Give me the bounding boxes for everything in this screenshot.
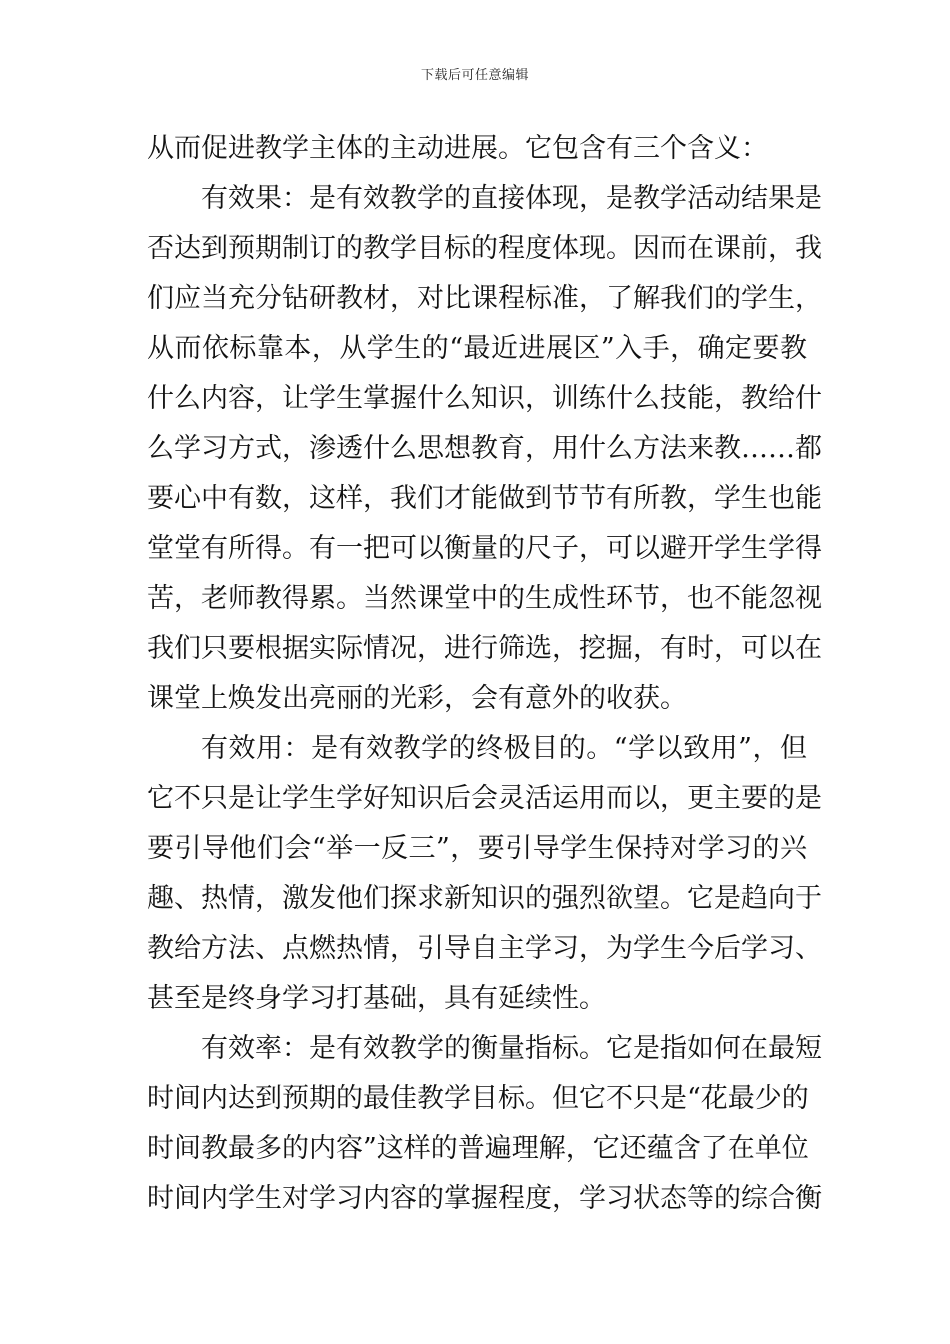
page-header: 下载后可任意编辑 [420,68,529,83]
text-line: 有效用：是有效教学的终极目的。“学以致用”，但 [201,733,807,764]
text-line: 苦，老师教得累。当然课堂中的生成性环节，也不能忽视 [147,583,822,614]
text-line: 们应当充分钻研教材，对比课程标准，了解我们的学生， [147,283,822,314]
text-line: 甚至是终身学习打基础，具有延续性。 [147,983,606,1014]
text-line: 有效率：是有效教学的衡量指标。它是指如何在最短 [201,1033,822,1064]
text-line: 它不只是让学生学好知识后会灵活运用而以，更主要的是 [147,783,822,814]
text-line: 时间内学生对学习内容的掌握程度，学习状态等的综合衡 [147,1183,822,1214]
text-line: 教给方法、点燃热情，引导自主学习，为学生今后学习、 [147,933,822,964]
text-line: 时间教最多的内容”这样的普遍理解，它还蕴含了在单位 [147,1133,809,1164]
text-line: 要心中有数，这样，我们才能做到节节有所教，学生也能 [147,483,822,514]
text-line: 从而依标靠本，从学生的“最近进展区”入手，确定要教 [147,333,807,364]
text-line: 从而促进教学主体的主动进展。它包含有三个含义： [147,133,768,164]
text-line: 堂堂有所得。有一把可以衡量的尺子，可以避开学生学得 [147,533,822,564]
document-body [147,124,822,1224]
text-line: 我们只要根据实际情况，进行筛选，挖掘，有时，可以在 [147,633,822,664]
text-line: 要引导他们会“举一反三”，要引导学生保持对学习的兴 [147,833,807,864]
text-line: 课堂上焕发出亮丽的光彩，会有意外的收获。 [147,683,687,714]
text-line: 什么内容，让学生掌握什么知识，训练什么技能，教给什 [147,383,822,414]
text-line: 么学习方式，渗透什么思想教育，用什么方法来教……都 [147,433,822,464]
text-line: 时间内达到预期的最佳教学目标。但它不只是“花最少的 [147,1083,809,1114]
text-line: 有效果：是有效教学的直接体现，是教学活动结果是 [201,183,822,214]
text-line: 否达到预期制订的教学目标的程度体现。因而在课前，我 [147,233,822,264]
text-line: 趣、热情，激发他们探求新知识的强烈欲望。它是趋向于 [147,883,822,914]
